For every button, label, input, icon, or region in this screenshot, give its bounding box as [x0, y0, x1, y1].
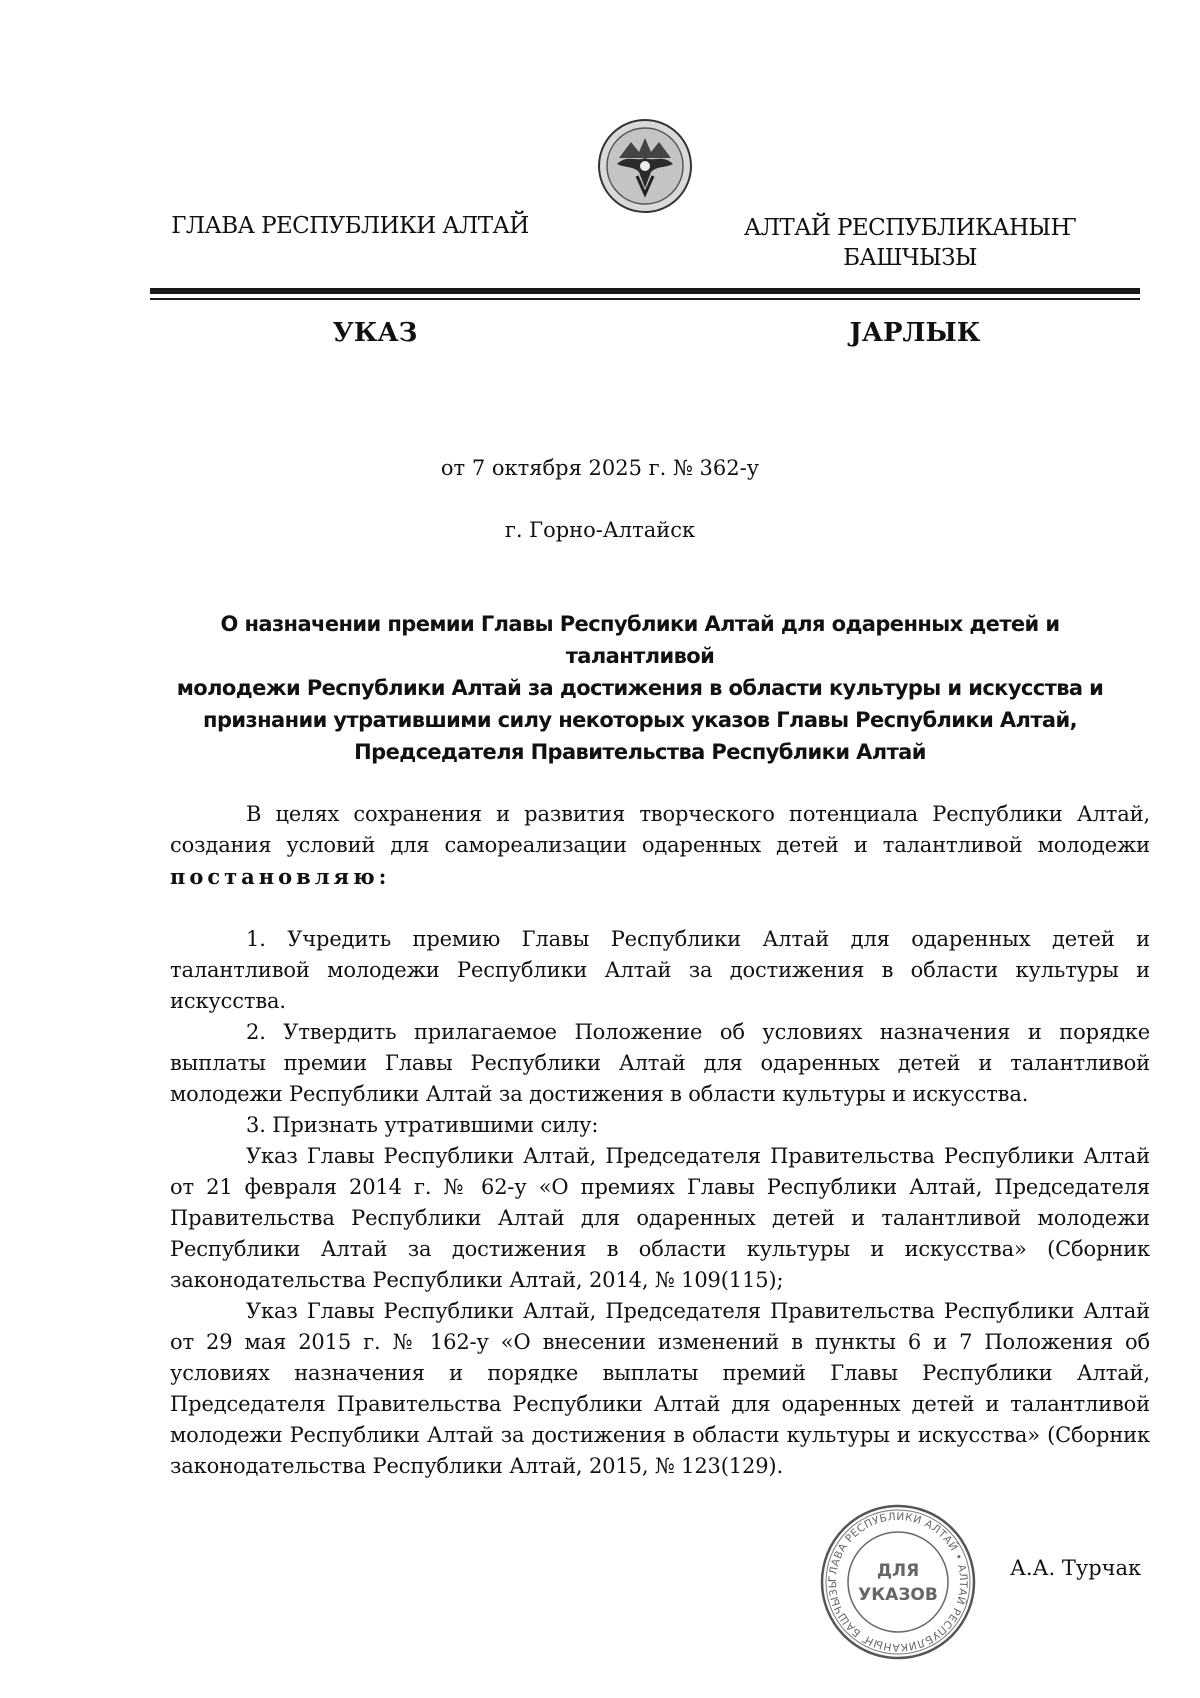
- decree-label-ru: УКАЗ: [332, 318, 418, 348]
- decree-title: [160, 608, 1120, 768]
- svg-text:ДЛЯ: ДЛЯ: [876, 1561, 920, 1581]
- left-org-name: ГЛАВА РЕСПУБЛИКИ АЛТАЙ: [171, 213, 529, 239]
- header-divider-thick: [150, 288, 1140, 294]
- decree-date-number: от 7 октября 2025 г. № 362-у: [440, 456, 760, 480]
- svg-text:УКАЗОВ: УКАЗОВ: [858, 1585, 938, 1605]
- title-line: признании утратившими силу некоторых указов Главы Республики Алтай,: [203, 708, 1077, 732]
- repealed-decree: Указ Главы Республики Алтай, Председателя Правительства Республики Алтай от 29 мая 2015 г. № 162-у «О внесении изменений в пункты 6 и 7 Положения об условиях назначения и порядке выплаты премий Главы Республики Алтай, Председателя Правительства Республики Алтай для одаренных детей и талантливой молодежи Республики Алтай за достижения в области культуры и искусства» (Сборник законодательства Республики Алтай, 2015, № 123(129).: [170, 1299, 1150, 1478]
- title-line: молодежи Республики Алтай за достижения в области культуры и искусства и: [176, 676, 1104, 700]
- preamble-text: В целях сохранения и развития творческого потенциала Республики Алтай, создания условий для самореализации одаренных детей и талантливой молодежи: [170, 802, 1150, 857]
- decree-item: 1. Учредить премию Главы Республики Алтай для одаренных детей и талантливой молодежи Республики Алтай за достижения в области культуры и искусства.: [170, 927, 1150, 1013]
- title-line: О назначении премии Главы Республики Алтай для одаренных детей и талантливой: [220, 612, 1060, 668]
- repealed-decree: Указ Главы Республики Алтай, Председателя Правительства Республики Алтай от 21 февраля 2014 г. № 62-у «О премиях Главы Республики Алтай, Председателя Правительства Республики Алтай для одаренных детей и талантливой молодежи Республики Алтай за достижения в области культуры и искусства» (Сборник законодательства Республики Алтай, 2014, № 109(115);: [170, 1144, 1150, 1292]
- svg-text:ГЛАВА РЕСПУБЛИКИ АЛТАЙ • АЛТАЙ: ГЛАВА РЕСПУБЛИКИ АЛТАЙ • АЛТАЙ РЕСПУБЛИКАНЫҤ БАШЧЫЗЫ: [826, 1510, 970, 1654]
- decree-body: [170, 799, 1150, 1482]
- header-divider-thin: [150, 298, 1140, 300]
- signer-name: А.А. Турчак: [1010, 1556, 1142, 1580]
- right-org-line1: АЛТАЙ РЕСПУБЛИКАНЫҤ: [743, 215, 1077, 241]
- title-line: Председателя Правительства Республики Алтай: [354, 740, 926, 764]
- preamble-paragraph: [170, 799, 1150, 893]
- right-org-name: [700, 213, 1120, 273]
- decree-label-alt: ЈАРЛЫК: [849, 318, 981, 348]
- right-org-line2: БАШЧЫЗЫ: [843, 245, 977, 271]
- resolve-word: постановляю:: [170, 864, 391, 889]
- decree-item: 2. Утвердить прилагаемое Положение об условиях назначения и порядке выплаты премии Главы Республики Алтай для одаренных детей и талантливой молодежи Республики Алтай за достижения в области культуры и искусства.: [170, 1020, 1150, 1106]
- official-stamp: [818, 1502, 978, 1662]
- decree-item: 3. Признать утратившими силу:: [246, 1113, 599, 1137]
- coat-of-arms-icon: [597, 118, 693, 214]
- decree-city: г. Горно-Алтайск: [504, 518, 696, 542]
